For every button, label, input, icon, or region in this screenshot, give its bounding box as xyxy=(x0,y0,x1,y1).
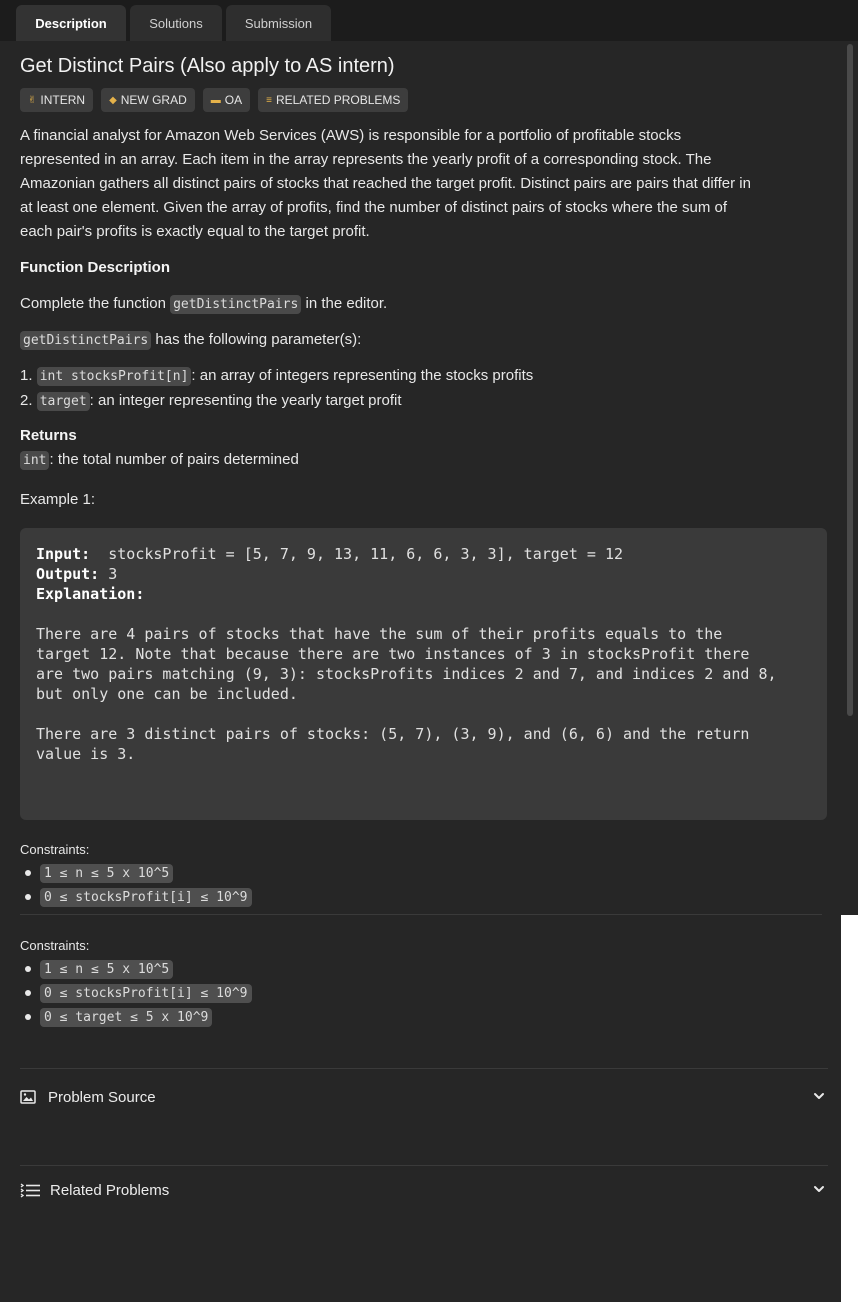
tab-solutions[interactable]: Solutions xyxy=(130,5,222,41)
scrollbar[interactable] xyxy=(847,44,853,716)
bullet xyxy=(25,966,31,972)
param-number: 2. xyxy=(20,392,37,409)
param-text: : an integer representing the yearly target profit xyxy=(89,392,402,409)
param-code: target xyxy=(37,392,90,411)
example-output-line xyxy=(36,564,117,584)
bullet xyxy=(25,990,31,996)
explanation-line: but only one can be included. xyxy=(36,685,298,703)
complete-function-text xyxy=(20,292,387,317)
param-number: 1. xyxy=(20,367,37,384)
tab-submission[interactable]: Submission xyxy=(226,5,331,41)
constraint-item: 1 ≤ n ≤ 5 x 10^5 xyxy=(40,960,173,979)
explanation-line: value is 3. xyxy=(36,745,136,763)
parameter-item xyxy=(20,389,533,414)
related-problems-section[interactable] xyxy=(20,1178,828,1202)
tag-list xyxy=(20,88,408,112)
related-problems-label: Related Problems xyxy=(50,1181,170,1199)
constraint-item: 0 ≤ stocksProfit[i] ≤ 10^9 xyxy=(40,888,252,907)
function-name-code: getDistinctPairs xyxy=(20,331,151,350)
tab-description[interactable]: Description xyxy=(16,5,126,41)
books-icon: ≡ xyxy=(266,94,272,106)
description-line: Amazonian gathers all distinct pairs of stocks that reached the target profit. Distinct pairs are pairs that differ in xyxy=(20,175,751,192)
divider xyxy=(20,1068,828,1069)
constraint-item: 0 ≤ stocksProfit[i] ≤ 10^9 xyxy=(40,984,252,1003)
problem-title: Get Distinct Pairs (Also apply to AS intern) xyxy=(20,55,395,77)
parameter-item xyxy=(20,364,533,389)
example-explanation-label xyxy=(36,584,144,604)
description-line: each pair's profits is exactly equal to the target profit. xyxy=(20,223,370,240)
tag-label: INTERN xyxy=(40,93,86,107)
list-icon xyxy=(20,1182,40,1198)
input-label: Input: xyxy=(36,545,91,563)
explanation-line: There are 4 pairs of stocks that have the sum of their profits equals to the xyxy=(36,625,723,643)
image-icon xyxy=(20,1089,36,1105)
output-value: 3 xyxy=(99,565,118,583)
chevron-down-icon[interactable] xyxy=(812,1182,826,1196)
problem-description xyxy=(20,124,751,244)
problem-source-section[interactable] xyxy=(20,1085,828,1109)
returns-code: int xyxy=(20,451,49,470)
parameters-intro xyxy=(20,328,361,353)
tag-oa[interactable] xyxy=(203,88,250,112)
tag-new-grad[interactable] xyxy=(101,88,195,112)
explanation-label: Explanation: xyxy=(36,585,145,603)
explanation-line: target 12. Note that because there are two instances of 3 in stocksProfit there xyxy=(36,645,750,663)
tag-related-problems[interactable] xyxy=(258,88,408,112)
divider xyxy=(20,1165,828,1166)
problem-source-label: Problem Source xyxy=(48,1088,156,1106)
tag-intern[interactable] xyxy=(20,88,93,112)
ticket-icon: ▬ xyxy=(210,94,221,106)
constraints-label: Constraints: xyxy=(20,938,90,953)
explanation-line: There are 3 distinct pairs of stocks: (5, 7), (3, 9), and (6, 6) and the return xyxy=(36,725,750,743)
text-fragment: has the following parameter(s): xyxy=(151,331,362,348)
returns-text xyxy=(20,448,299,473)
explanation-line: are two pairs matching (9, 3): stocksProfits indices 2 and 7, and indices 2 and 8, xyxy=(36,665,777,683)
description-line: represented in an array. Each item in the array represents the yearly profit of a corresponding stock. The xyxy=(20,151,712,168)
bullet xyxy=(25,870,31,876)
function-description-heading: Function Description xyxy=(20,259,170,276)
constraints-label: Constraints: xyxy=(20,842,90,857)
right-edge-strip xyxy=(841,915,858,1302)
example-code-block xyxy=(20,528,827,820)
hand-icon: ✌ xyxy=(28,94,37,106)
parameter-list xyxy=(20,364,533,414)
input-value: stocksProfit = [5, 7, 9, 13, 11, 6, 6, 3, 3], target = 12 xyxy=(90,545,624,563)
tab-bar xyxy=(0,0,858,41)
chevron-down-icon[interactable] xyxy=(812,1089,826,1103)
param-text: : an array of integers representing the stocks profits xyxy=(191,367,534,384)
constraint-item: 0 ≤ target ≤ 5 x 10^9 xyxy=(40,1008,212,1027)
divider xyxy=(20,914,822,915)
bullet xyxy=(25,1014,31,1020)
tag-label: RELATED PROBLEMS xyxy=(275,93,401,107)
returns-heading: Returns xyxy=(20,427,77,444)
bullet xyxy=(25,894,31,900)
tag-label: OA xyxy=(224,93,243,107)
example-input-line xyxy=(36,544,623,564)
constraint-item: 1 ≤ n ≤ 5 x 10^5 xyxy=(40,864,173,883)
text-fragment: Complete the function xyxy=(20,295,171,312)
output-label: Output: xyxy=(36,565,100,583)
function-name-code: getDistinctPairs xyxy=(170,295,301,314)
text-fragment: : the total number of pairs determined xyxy=(49,451,299,468)
text-fragment: in the editor. xyxy=(301,295,388,312)
description-line: at least one element. Given the array of profits, find the number of distinct pairs of stocks where the sum of xyxy=(20,199,728,216)
param-code: int stocksProfit[n] xyxy=(37,367,192,386)
tag-label: NEW GRAD xyxy=(120,93,187,107)
example-heading: Example 1: xyxy=(20,491,96,508)
grad-icon: ◆ xyxy=(109,94,117,106)
description-line: A financial analyst for Amazon Web Services (AWS) is responsible for a portfolio of profitable stocks xyxy=(20,127,682,144)
